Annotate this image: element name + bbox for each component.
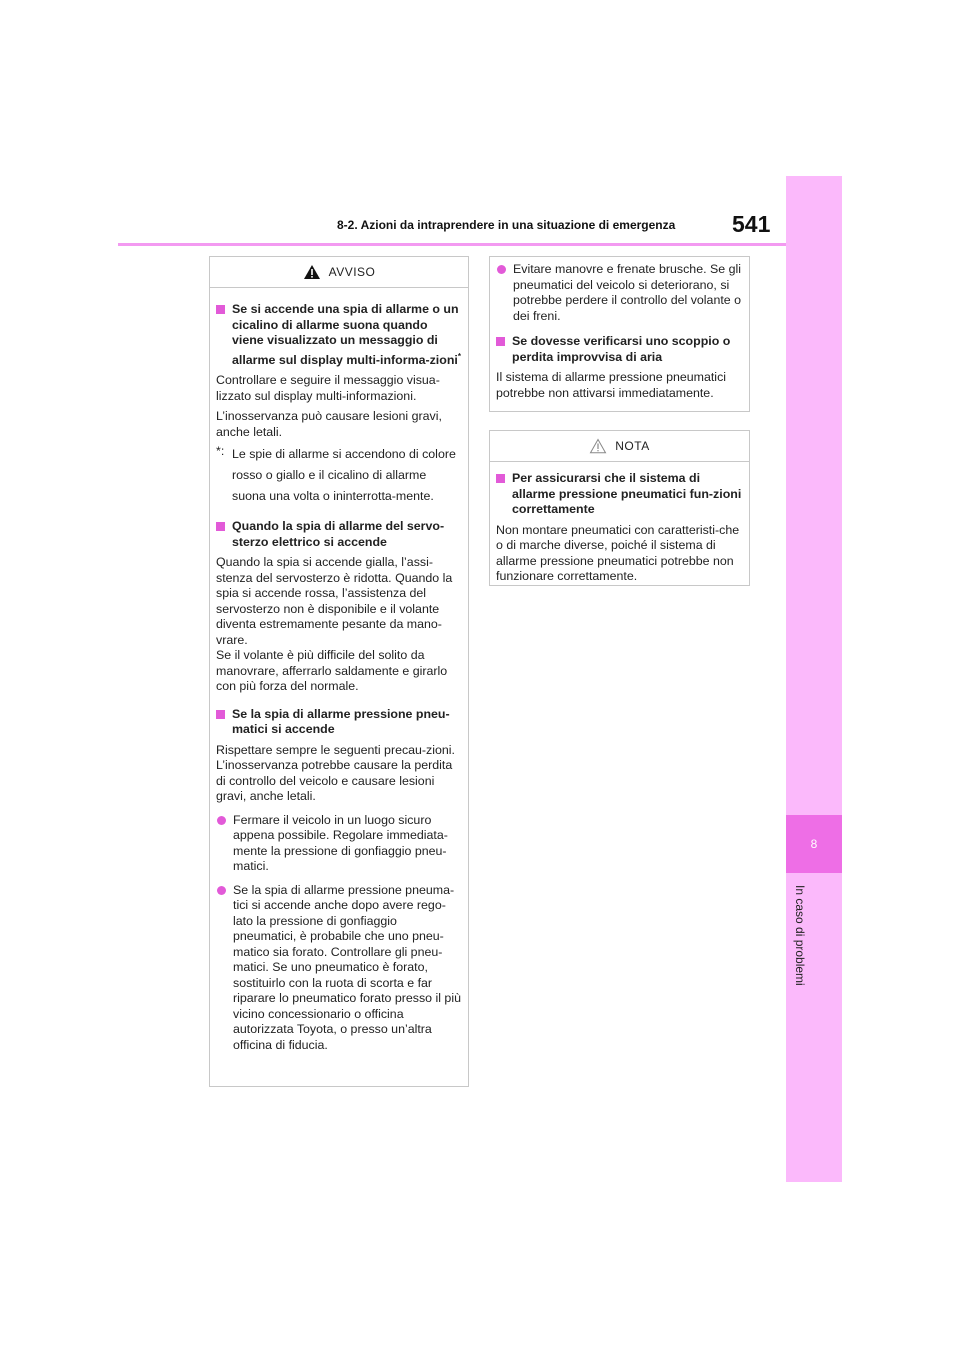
list-item-text: Se la spia di allarme pressione pneuma-tici si accende anche dopo avere rego-lato la pressione di gonfiaggio pneumatici, è probabile che uno pneu-matico sia forato. Controllare gli pneu-matici. Se uno pneumatico è forato, sostituirlo con la ruota di scorta e far riparare lo pneumatico forato presso il più vicino concessionario o officina autorizzata Toyota, o presso un’altra officina di fiducia.	[233, 882, 461, 1052]
page-number: 541	[732, 211, 771, 237]
heading-text: Se si accende una spia di allarme o un cicalino di allarme suona quando viene visualizzato un messaggio di allarme sul display multi-informa-zioni	[232, 302, 459, 367]
note-box	[489, 430, 750, 586]
chapter-title: In caso di problemi	[793, 885, 807, 986]
heading-text: Se dovesse verificarsi uno scoppio o perdita improvvisa di aria	[512, 334, 731, 364]
list-item	[216, 813, 462, 875]
paragraph: Non montare pneumatici con caratteristi-che o di marche diverse, poiché il sistema di allarme pressione pneumatici potrebbe non funzionare correttamente.	[496, 522, 740, 583]
section-heading	[216, 707, 462, 738]
heading-text: Se la spia di allarme pressione pneu-matici si accende	[232, 706, 450, 737]
chapter-number: 8	[786, 815, 842, 873]
heading-text: Per assicurarsi che il sistema di allarme pressione pneumatici fun-zioni correttamente	[512, 471, 742, 516]
paragraph: Se il volante è più difficile del solito da manovrare, afferrarlo saldamente e girarlo con più forza del normale.	[216, 648, 448, 694]
square-bullet-icon	[216, 710, 225, 719]
footnote-marker: *	[457, 351, 461, 361]
circle-bullet-icon	[497, 265, 506, 274]
list-item-text: Evitare manovre e frenate brusche. Se gli pneumatici del veicolo si deteriorano, si potrebbe perdere il controllo del volante o dei freni.	[513, 262, 741, 323]
warning-continuation-box	[489, 256, 750, 412]
heading-text: Quando la spia di allarme del servo-sterzo elettrico si accende	[232, 519, 445, 549]
section-heading	[216, 302, 462, 368]
section-heading	[216, 519, 462, 550]
paragraph: L’inosservanza può causare lesioni gravi, anche letali.	[216, 409, 442, 439]
square-bullet-icon	[216, 522, 225, 531]
header-rule	[118, 243, 786, 246]
circle-bullet-icon	[217, 816, 226, 825]
side-tab	[786, 176, 842, 1182]
paragraph: Quando la spia si accende gialla, l’assi-stenza del servosterzo è ridotta. Quando la spia si accende rossa, l’assistenza del servosterzo non è disponibile e il volante diventa estremamente pesante da mano-vrare.	[216, 555, 453, 647]
section-heading	[496, 334, 743, 365]
square-bullet-icon	[216, 305, 225, 314]
note-box-header	[490, 431, 749, 462]
section-title: 8-2. Azioni da intraprendere in una situazione di emergenza	[337, 218, 676, 232]
list-item	[496, 262, 743, 324]
footnote	[216, 444, 462, 507]
paragraph: Controllare e seguire il messaggio visua-lizzato sul display multi-informazioni.	[216, 373, 440, 403]
warning-box-header	[210, 257, 468, 288]
section-heading	[496, 471, 743, 518]
list-item-text: Fermare il veicolo in un luogo sicuro appena possibile. Regolare immediata-mente la pressione di gonfiaggio pneu-matici.	[233, 812, 448, 874]
paragraph: Rispettare sempre le seguenti precau-zioni. L’inosservanza potrebbe causare la perdita di controllo del veicolo e causare lesioni gravi, anche letali.	[216, 742, 455, 804]
square-bullet-icon	[496, 474, 505, 483]
note-box-title: NOTA	[615, 439, 650, 453]
warning-box-title: AVVISO	[328, 265, 376, 279]
paragraph: Il sistema di allarme pressione pneumatici potrebbe non attivarsi immediatamente.	[496, 370, 727, 400]
square-bullet-icon	[496, 337, 505, 346]
caution-triangle-icon	[589, 438, 607, 454]
warning-box	[209, 256, 469, 1087]
list-item	[216, 883, 462, 1054]
circle-bullet-icon	[217, 886, 226, 895]
footnote-text: Le spie di allarme si accendono di colore rosso o giallo e il cicalino di allarme suona una volta o ininterrotta-mente.	[232, 447, 456, 504]
footnote-mark: *:	[216, 444, 225, 459]
warning-triangle-icon	[303, 264, 321, 280]
